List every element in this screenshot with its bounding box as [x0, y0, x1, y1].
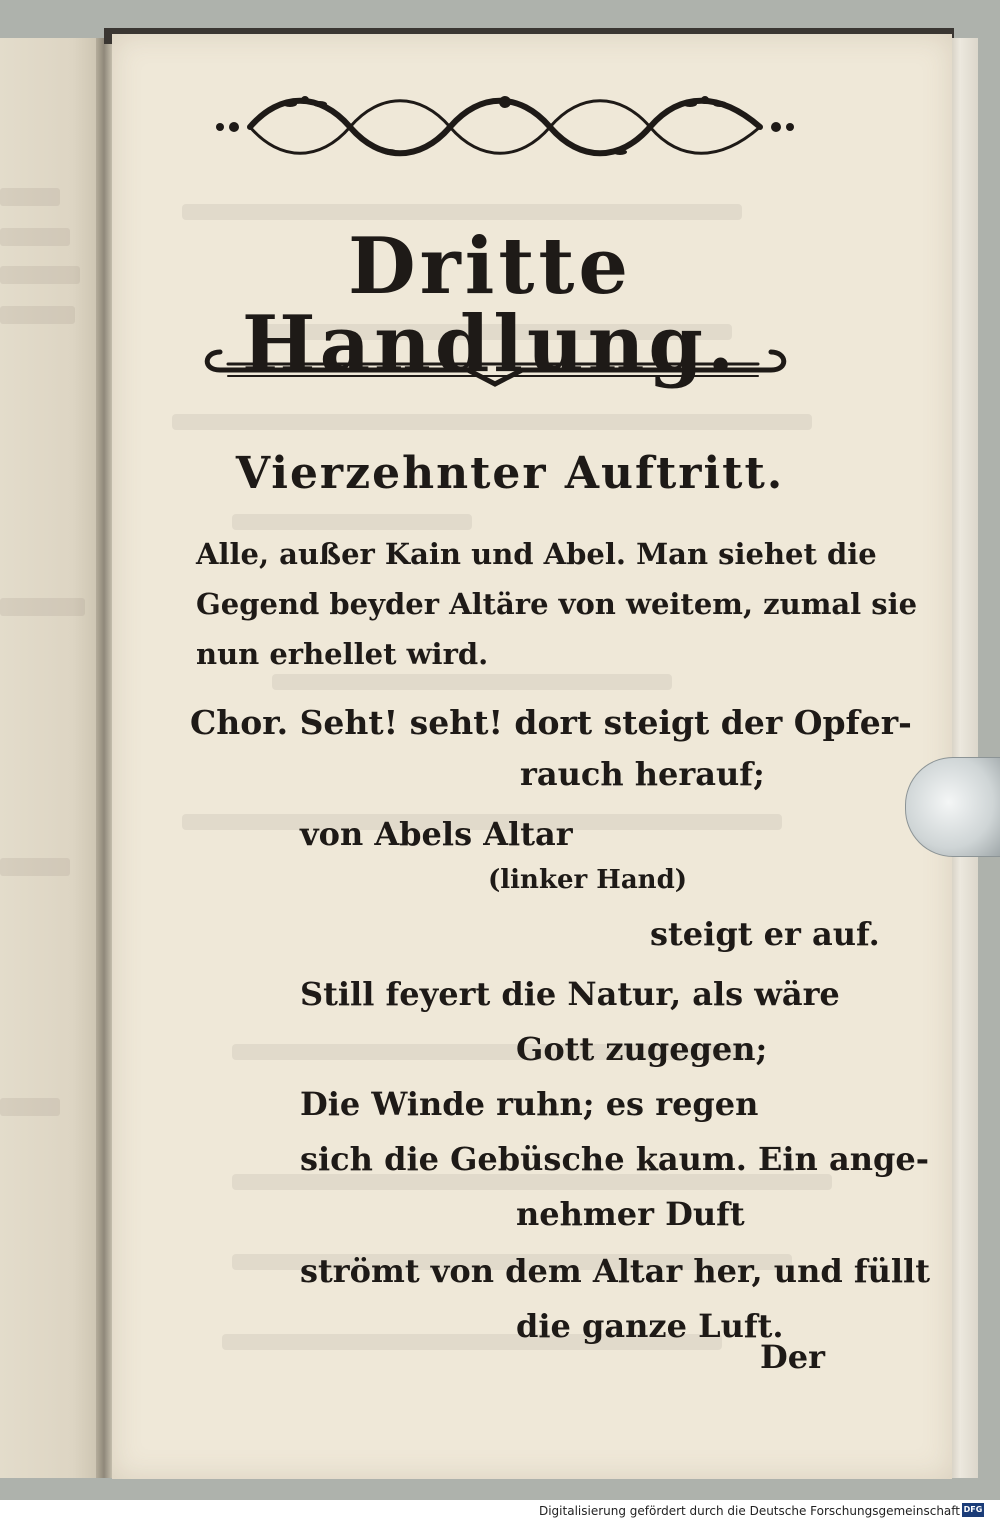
left-page-edge: [0, 38, 104, 1478]
catchword: Der: [760, 1338, 825, 1376]
decorative-rule-ornament: [198, 340, 793, 390]
verse-line: strömt von dem Altar her, und füllt: [300, 1252, 930, 1290]
decorative-vine-ornament: [210, 92, 800, 162]
verse-line: nehmer Duft: [516, 1195, 745, 1233]
verse-line: (linker Hand): [488, 865, 688, 895]
verse-line: Gott zugegen;: [516, 1030, 768, 1068]
stage-direction-line: nun erhellet wird.: [196, 637, 489, 671]
funding-credit: Digitalisierung gefördert durch die Deutsche Forschungsgemeinschaft: [538, 1504, 960, 1518]
verse-line: Chor. Seht! seht! dort steigt der Opfer-: [190, 703, 912, 742]
dfg-logo: DFG: [962, 1503, 984, 1517]
act-heading: Dritte Handlung.: [241, 221, 739, 390]
page-clip: [905, 757, 1000, 857]
verse-line: steigt er auf.: [650, 915, 880, 953]
verse-line: Die Winde ruhn; es regen: [300, 1085, 759, 1123]
stage-direction-line: Alle, außer Kain und Abel. Man siehet die: [196, 537, 877, 571]
stage-direction-line: Gegend beyder Altäre von weitem, zumal sie: [196, 587, 918, 621]
verse-line: sich die Gebüsche kaum. Ein ange-: [300, 1140, 929, 1178]
verse-line: von Abels Altar: [300, 815, 573, 853]
book-gutter: [96, 38, 112, 1478]
verse-line: rauch herauf;: [520, 755, 765, 793]
verse-line: die ganze Luft.: [516, 1307, 784, 1345]
verse-line: Still feyert die Natur, als wäre: [300, 975, 840, 1013]
scene-heading: Vierzehnter Auftritt.: [235, 448, 785, 499]
